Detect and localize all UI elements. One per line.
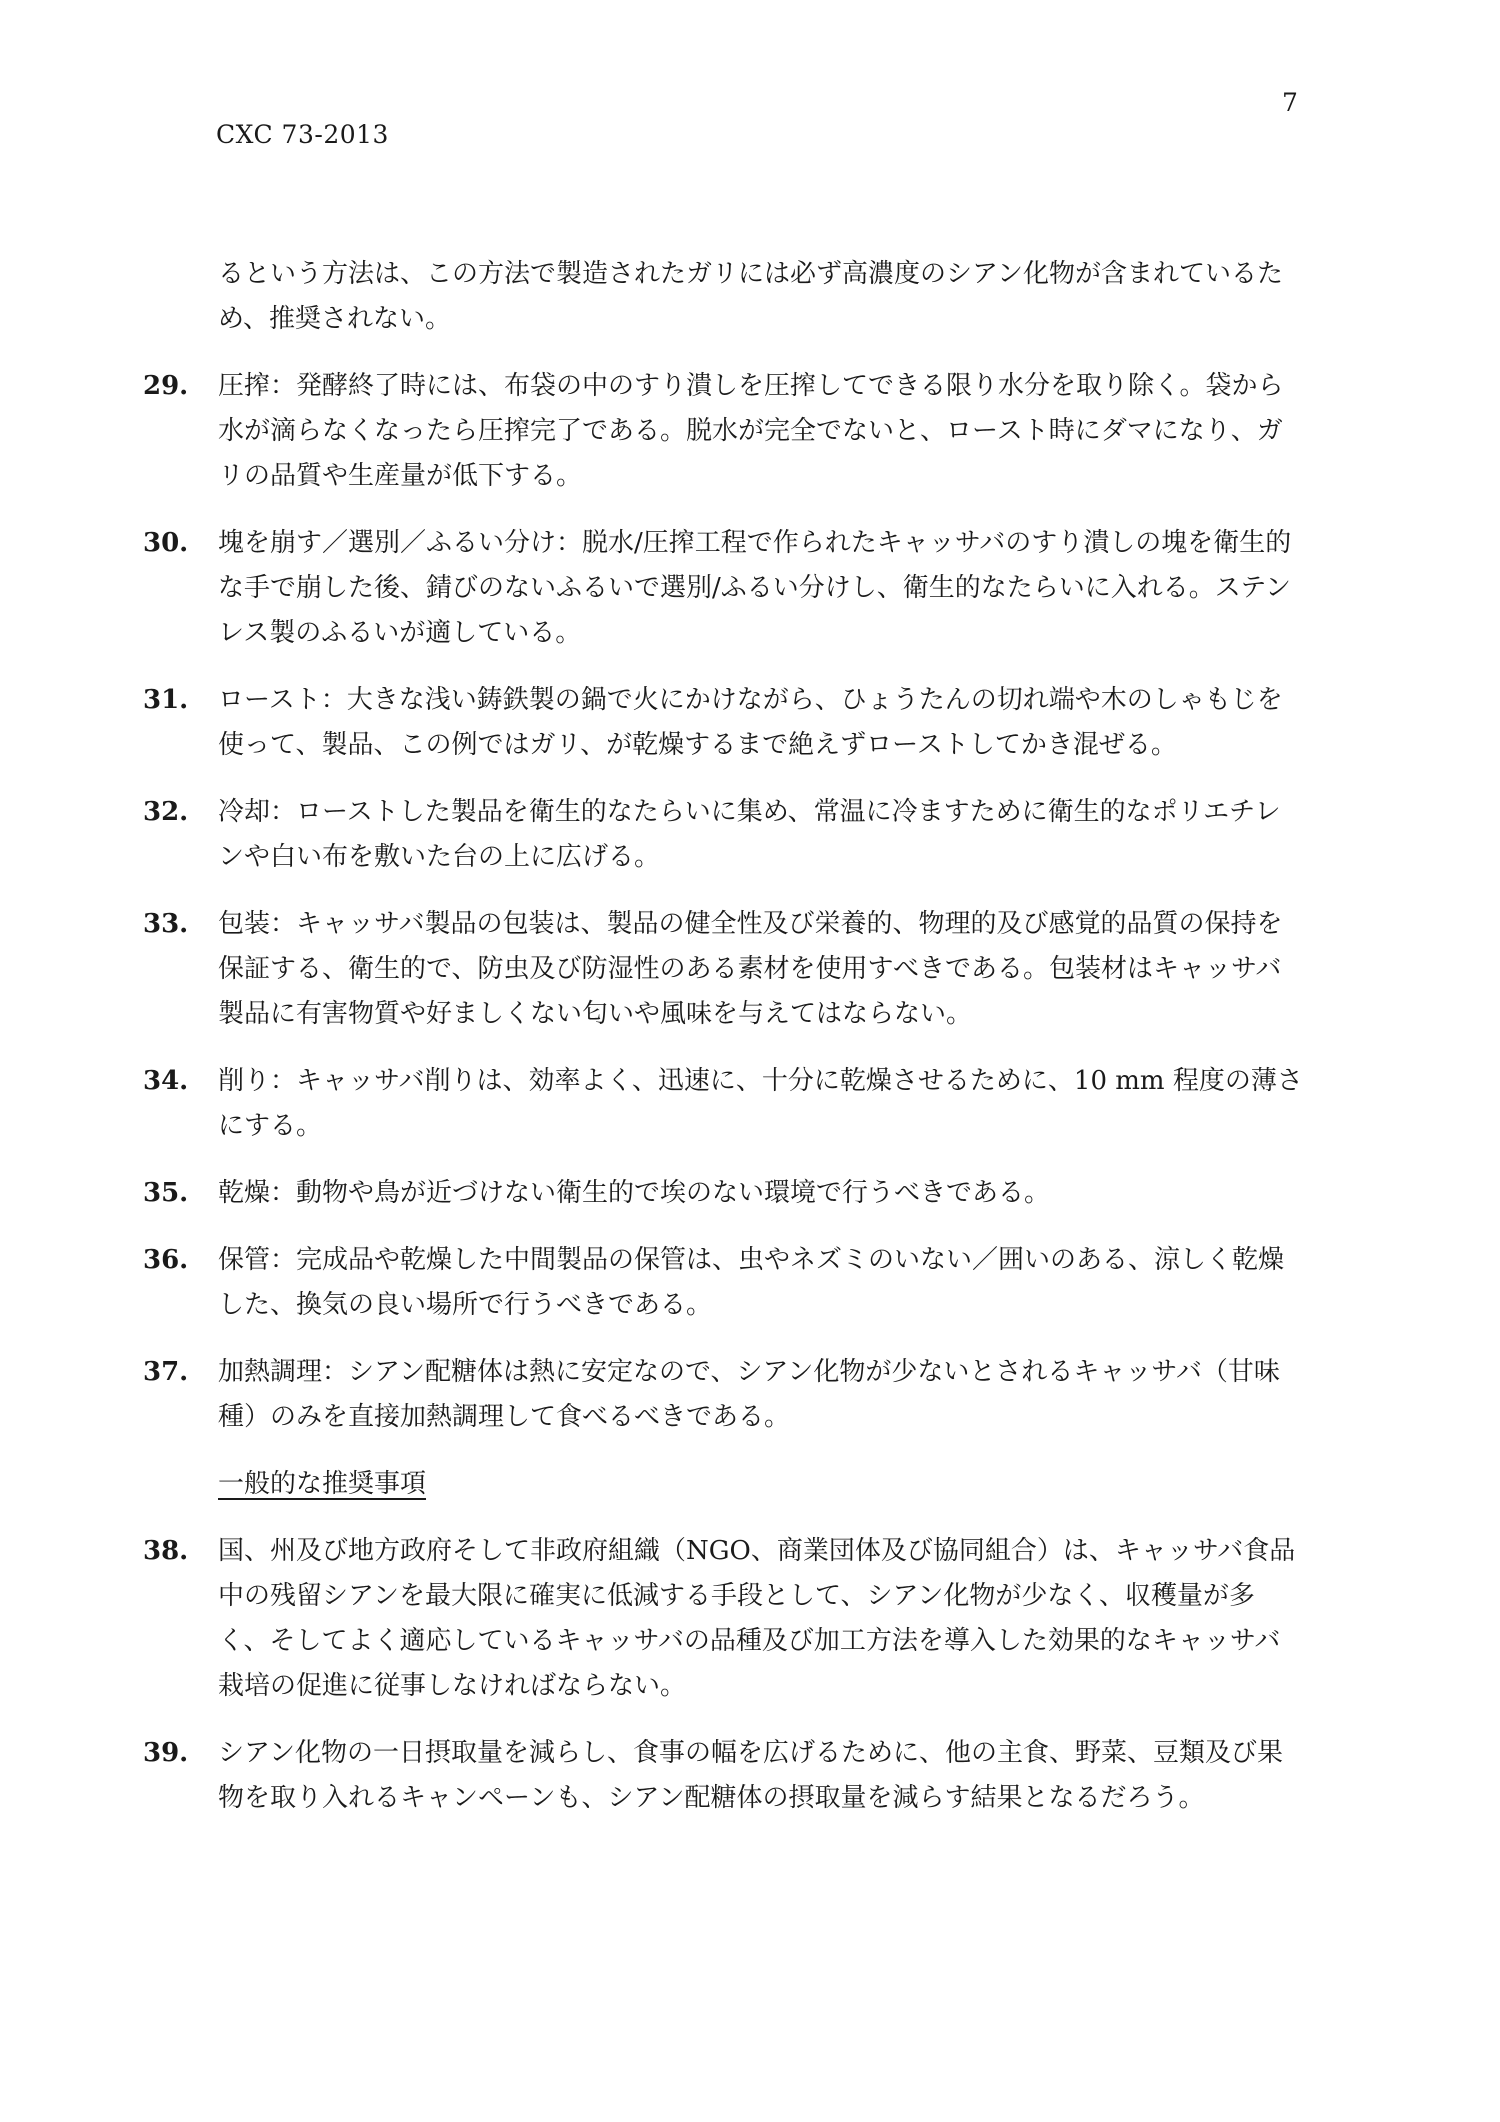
paragraph-text: 削り：キャッサバ削りは、効率よく、迅速に、十分に乾燥させるために、10 mm 程度の薄さにする。 bbox=[218, 1066, 1303, 1141]
paragraph-34 bbox=[143, 1059, 1303, 1149]
paragraph-text: 保管：完成品や乾燥した中間製品の保管は、虫やネズミのいない／囲いのある、涼しく乾燥した、換気の良い場所で行うべきである。 bbox=[218, 1245, 1285, 1320]
continued-paragraph: るという方法は、この方法で製造されたガリには必ず高濃度のシアン化物が含まれているため、推奨されない。 bbox=[218, 259, 1283, 334]
paragraph-text: 圧搾：発酵終了時には、布袋の中のすり潰しを圧搾してできる限り水分を取り除く。袋から水が滴らなくなったら圧搾完了である。脱水が完全でないと、ロースト時にダマになり、ガリの品質や生産量が低下する。 bbox=[218, 371, 1284, 491]
paragraph-text: 包装：キャッサバ製品の包装は、製品の健全性及び栄養的、物理的及び感覚的品質の保持を保証する、衛生的で、防虫及び防湿性のある素材を使用すべきである。包装材はキャッサバ製品に有害物質や好ましくない匂いや風味を与えてはならない。 bbox=[218, 909, 1283, 1029]
section-heading-text: 一般的な推奨事項 bbox=[218, 1469, 427, 1499]
paragraph-text: ロースト：大きな浅い鋳鉄製の鍋で火にかけながら、ひょうたんの切れ端や木のしゃもじを使って、製品、この例ではガリ、が乾燥するまで絶えずローストしてかき混ぜる。 bbox=[218, 685, 1283, 760]
paragraph-37 bbox=[143, 1350, 1303, 1440]
paragraph-number: 33. bbox=[143, 909, 189, 939]
paragraph-number: 37. bbox=[143, 1357, 189, 1387]
paragraph-text: 国、州及び地方政府そして非政府組織（NGO、商業団体及び協同組合）は、キャッサバ食品中の残留シアンを最大限に確実に低減する手段として、シアン化物が少なく、収穫量が多く、そしてよく適応しているキャッサバの品種及び加工方法を導入した効果的なキャッサバ栽培の促進に従事しなければならない。 bbox=[218, 1536, 1296, 1701]
paragraph-text: シアン化物の一日摂取量を減らし、食事の幅を広げるために、他の主食、野菜、豆類及び果物を取り入れるキャンペーンも、シアン配糖体の摂取量を減らす結果となるだろう。 bbox=[218, 1738, 1283, 1813]
paragraph-32 bbox=[143, 790, 1303, 880]
paragraph-number: 30. bbox=[143, 528, 189, 558]
paragraph-35 bbox=[143, 1171, 1303, 1216]
paragraph-text: 加熱調理：シアン配糖体は熱に安定なので、シアン化物が少ないとされるキャッサバ（甘味種）のみを直接加熱調理して食べるべきである。 bbox=[218, 1357, 1280, 1432]
paragraph-33 bbox=[143, 902, 1303, 1037]
paragraph-text: 乾燥：動物や鳥が近づけない衛生的で埃のない環境で行うべきである。 bbox=[218, 1178, 1051, 1208]
paragraph-number: 29. bbox=[143, 371, 189, 401]
paragraph-30 bbox=[143, 521, 1303, 656]
page-number: 7 bbox=[1282, 88, 1298, 117]
paragraph-number: 35. bbox=[143, 1178, 189, 1208]
paragraph-38 bbox=[143, 1529, 1303, 1709]
document-body bbox=[143, 252, 1303, 1843]
paragraph-number: 39. bbox=[143, 1738, 189, 1768]
paragraph-number: 38. bbox=[143, 1536, 189, 1566]
section-heading bbox=[143, 1462, 1303, 1507]
paragraph-number: 36. bbox=[143, 1245, 189, 1275]
paragraph-number: 32. bbox=[143, 797, 189, 827]
paragraph-36 bbox=[143, 1238, 1303, 1328]
paragraph-number: 31. bbox=[143, 685, 189, 715]
paragraph-31 bbox=[143, 678, 1303, 768]
paragraph-29 bbox=[143, 364, 1303, 499]
paragraph-text: 冷却：ローストした製品を衛生的なたらいに集め、常温に冷ますために衛生的なポリエチレンや白い布を敷いた台の上に広げる。 bbox=[218, 797, 1281, 872]
document-code: CXC 73-2013 bbox=[216, 120, 389, 149]
paragraph-39 bbox=[143, 1731, 1303, 1821]
paragraph-number: 34. bbox=[143, 1066, 189, 1096]
paragraph-text: 塊を崩す／選別／ふるい分け：脱水/圧搾工程で作られたキャッサバのすり潰しの塊を衛生的な手で崩した後、錆びのないふるいで選別/ふるい分けし、衛生的なたらいに入れる。ステンレス製のふるいが適している。 bbox=[218, 528, 1292, 648]
